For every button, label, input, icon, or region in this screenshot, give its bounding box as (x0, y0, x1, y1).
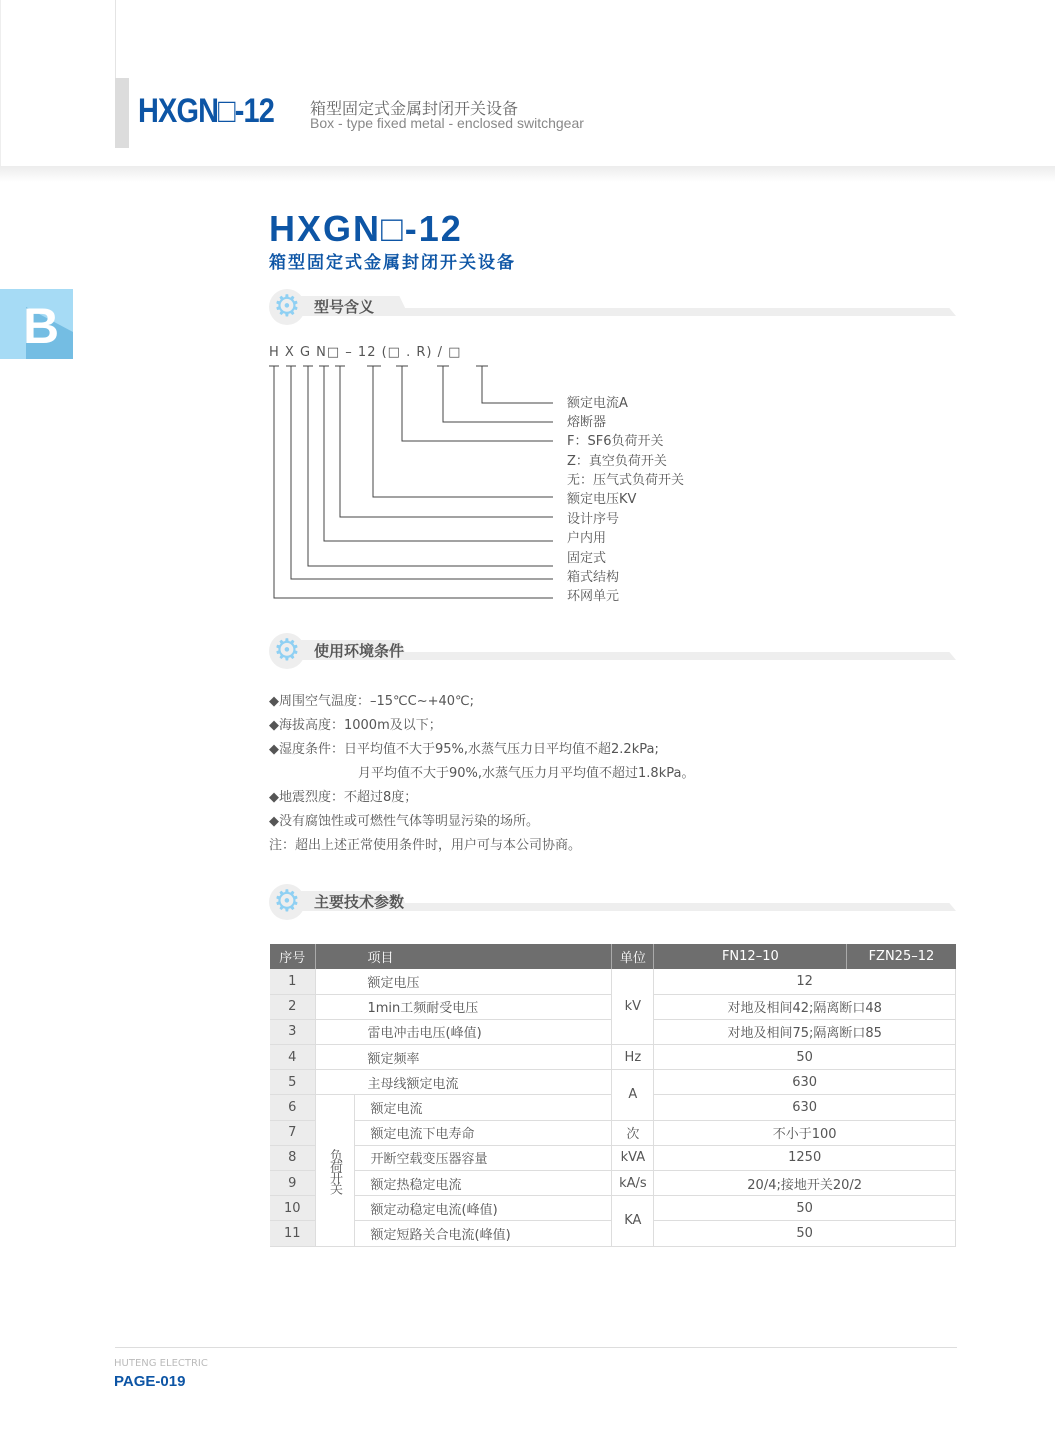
env-item: ◆湿度条件：日平均值不大于95%,水蒸气压力日平均值不超2.2kPa; (269, 742, 659, 757)
cell-value: 对地及相间75;隔离断口85 (654, 1019, 956, 1044)
gear-icon: ⚙ (269, 289, 305, 325)
cell-value: 12 (654, 969, 956, 994)
table-row (270, 969, 956, 994)
section-title: 使用环境条件 (314, 642, 405, 660)
label-box: 箱式结构 (567, 570, 620, 585)
col-fn12: FN12–10 (654, 944, 847, 969)
product-subtitle: 箱型固定式金属封闭开关设备 (269, 253, 516, 273)
cell-value: 1250 (654, 1145, 956, 1170)
cell-no: 11 (270, 1221, 315, 1246)
label-fixed: 固定式 (567, 551, 607, 566)
label-fuse: 熔断器 (567, 415, 607, 430)
footer-company: HUTENG ELECTRIC (114, 1358, 208, 1369)
cell-no: 10 (270, 1196, 315, 1221)
label-rated-current: 额定电流A (567, 396, 628, 411)
cell-unit: kVA (612, 1145, 654, 1170)
section-title: 型号含义 (314, 298, 375, 316)
section-title: 主要技术参数 (314, 893, 405, 911)
table-row (270, 1171, 956, 1196)
cell-no: 4 (270, 1045, 315, 1070)
cell-unit: Hz (612, 1045, 654, 1070)
parameters-table (270, 944, 956, 1247)
cell-item: 额定电流下电寿命 (354, 1120, 612, 1145)
cell-value: 50 (654, 1196, 956, 1221)
cell-item: 1min工频耐受电压 (315, 994, 612, 1019)
section-environment (269, 631, 956, 671)
env-note: 注：超出上述正常使用条件时，用户可与本公司协商。 (269, 838, 582, 853)
table-row (270, 1045, 956, 1070)
section-parameters (269, 882, 956, 922)
cell-unit: KA (612, 1196, 654, 1246)
label-ring-unit: 环网单元 (567, 589, 620, 604)
col-fzn25: FZN25–12 (847, 944, 956, 969)
table-row (270, 1070, 956, 1095)
header-title-cn: 箱型固定式金属封闭开关设备 (310, 99, 519, 118)
cell-item: 开断空载变压器容量 (354, 1145, 612, 1170)
cell-unit: 次 (612, 1120, 654, 1145)
cell-no: 2 (270, 994, 315, 1019)
cell-value: 20/4;接地开关20/2 (654, 1171, 956, 1196)
label-rated-voltage: 额定电压KV (567, 492, 637, 507)
cell-item: 主母线额定电流 (315, 1070, 612, 1095)
cell-value: 630 (654, 1095, 956, 1120)
table-header (270, 944, 956, 969)
cell-no: 3 (270, 1019, 315, 1044)
label-vacuum: Z：真空负荷开关 (567, 454, 667, 469)
col-item: 项目 (315, 944, 612, 969)
page-number: PAGE-019 (114, 1373, 186, 1390)
table-row (270, 1120, 956, 1145)
cell-unit: A (612, 1070, 654, 1120)
cell-value: 不小于100 (654, 1120, 956, 1145)
model-code: H X G N□ – 12 (□ . R) / □ (269, 345, 462, 360)
cell-value: 630 (654, 1070, 956, 1095)
header-model: HXGN□-12 (138, 92, 274, 130)
cell-unit: kA/s (612, 1171, 654, 1196)
env-item: ◆周围空气温度：–15℃C~+40℃; (269, 694, 475, 709)
table-row (270, 1196, 956, 1221)
env-item: 月平均值不大于90%,水蒸气压力月平均值不超过1.8kPa。 (358, 766, 695, 781)
model-code-diagram (0, 0, 1055, 620)
chapter-letter: B (23, 298, 60, 354)
table-row (270, 1145, 956, 1170)
label-air: 无：压气式负荷开关 (567, 473, 685, 488)
cell-no: 7 (270, 1120, 315, 1145)
cell-item: 额定短路关合电流(峰值) (354, 1221, 612, 1246)
cell-item: 额定电压 (315, 969, 612, 994)
cell-item: 额定热稳定电流 (354, 1171, 612, 1196)
header-title-en: Box - type fixed metal - enclosed switchgear (310, 115, 584, 131)
cell-no: 8 (270, 1145, 315, 1170)
gear-icon: ⚙ (269, 633, 305, 669)
cell-no: 5 (270, 1070, 315, 1095)
cell-no: 9 (270, 1171, 315, 1196)
label-sf6: F：SF6负荷开关 (567, 434, 664, 449)
gear-icon: ⚙ (269, 884, 305, 920)
cell-item: 额定电流 (354, 1095, 612, 1120)
env-item: ◆没有腐蚀性或可燃性气体等明显污染的场所。 (269, 814, 539, 829)
group-load-switch: 负荷开关 (315, 1095, 354, 1246)
cell-item: 额定动稳定电流(峰值) (354, 1196, 612, 1221)
env-item: ◆地震烈度：不超过8度； (269, 790, 418, 805)
col-unit: 单位 (612, 944, 654, 969)
cell-value: 50 (654, 1221, 956, 1246)
cell-unit: kV (612, 969, 654, 1045)
cell-no: 6 (270, 1095, 315, 1120)
label-design-no: 设计序号 (567, 512, 620, 527)
cell-item: 雷电冲击电压(峰值) (315, 1019, 612, 1044)
cell-item: 额定频率 (315, 1045, 612, 1070)
env-item: ◆海拔高度：1000m及以下； (269, 718, 442, 733)
cell-no: 1 (270, 969, 315, 994)
col-no: 序号 (270, 944, 315, 969)
product-title: HXGN□-12 (269, 208, 463, 249)
footer-divider (115, 1347, 957, 1348)
cell-value: 对地及相间42;隔离断口48 (654, 994, 956, 1019)
cell-value: 50 (654, 1045, 956, 1070)
label-indoor: 户内用 (567, 531, 607, 546)
